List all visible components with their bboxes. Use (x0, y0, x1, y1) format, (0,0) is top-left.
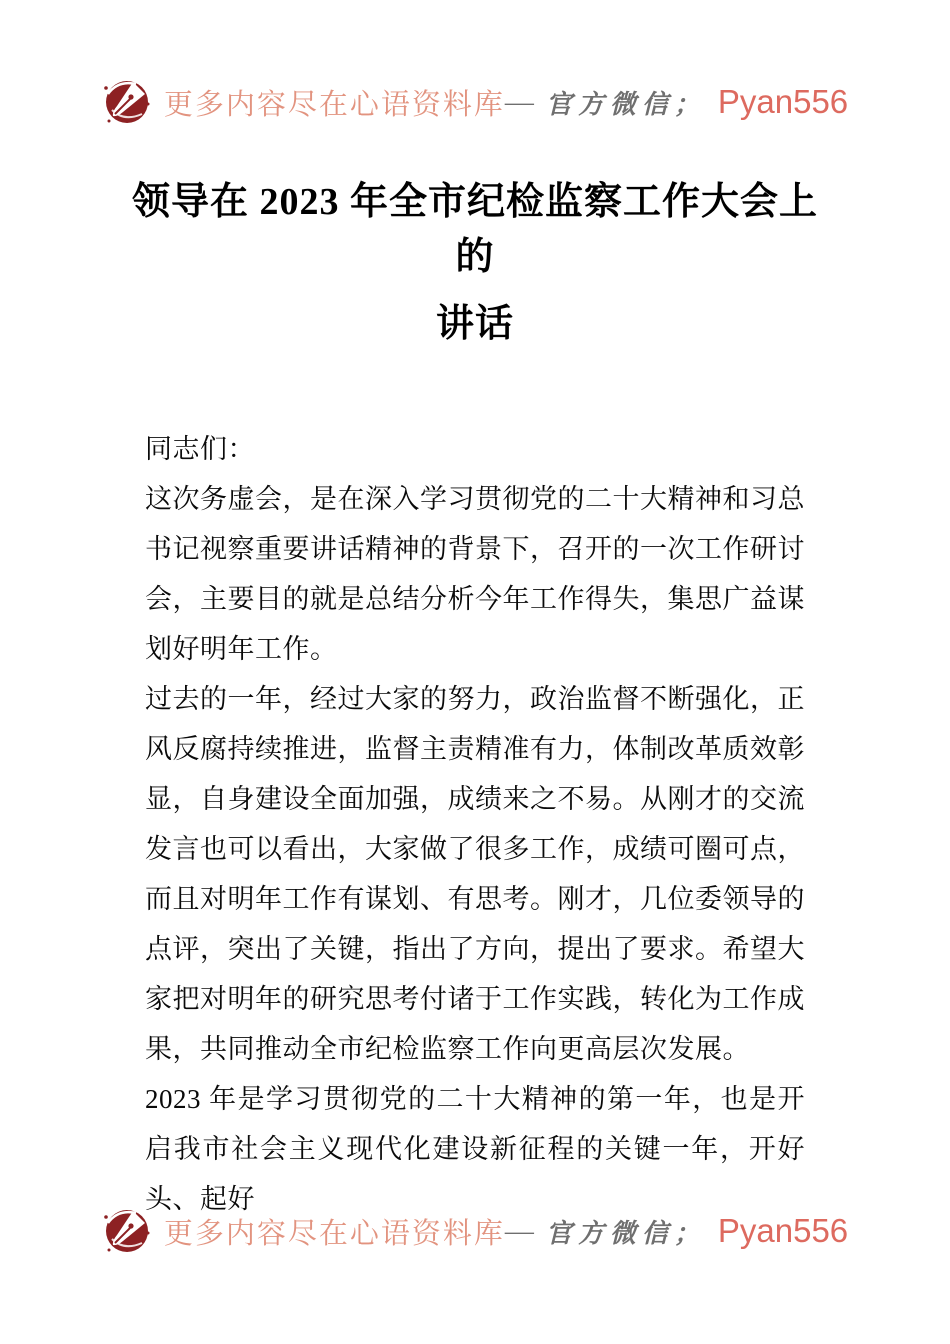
footer-watermark (0, 1198, 950, 1264)
wechat-label: 官方微信； (545, 89, 706, 120)
wechat-account: Pyan556 (717, 1212, 849, 1249)
paragraph-salutation: 同志们： (145, 434, 255, 464)
watermark-text: 更多内容尽在心语资料库 (163, 1217, 505, 1250)
paragraph-1: 这次务虚会，是在深入学习贯彻党的二十大精神和习总书记视察重要讲话精神的背景下，召开的一次工作研讨会，主要目的就是总结分析今年工作得失，集思广益谋划好明年工作。 (145, 484, 805, 664)
paragraph-2: 过去的一年，经过大家的努力，政治监督不断强化，正风反腐持续推进，监督主责精准有力，体制改革质效彰显，自身建设全面加强，成绩来之不易。从刚才的交流发言也可以看出，大家做了很多工作，成绩可圈可点，而且对明年工作有谋划、有思考。刚才，几位委领导的点评，突出了关键，指出了方向，提出了要求。希望大家把对明年的研究思考付诸于工作实践，转化为工作成果，共同推动全市纪检监察工作向更高层次发展。 (145, 684, 805, 1064)
watermark-text: 更多内容尽在心语资料库 (163, 88, 505, 121)
doc-title-line1: 领导在 2023 年全市纪检监察工作大会上的 (131, 181, 818, 278)
watermark-dash: — (504, 1214, 534, 1247)
paragraph-3: 2023 年是学习贯彻党的二十大精神的第一年，也是开启我市社会主义现代化建设新征程的关键一年，开好头、起好 (145, 1084, 805, 1214)
wechat-account: Pyan556 (717, 83, 849, 120)
wechat-label: 官方微信； (545, 1218, 706, 1249)
document-body (145, 424, 805, 1224)
pen-logo-icon (102, 1203, 152, 1259)
watermark-dash: — (504, 85, 534, 118)
header-watermark (0, 72, 950, 132)
doc-title-line2: 讲话 (435, 303, 514, 345)
pen-logo-icon (102, 74, 152, 130)
